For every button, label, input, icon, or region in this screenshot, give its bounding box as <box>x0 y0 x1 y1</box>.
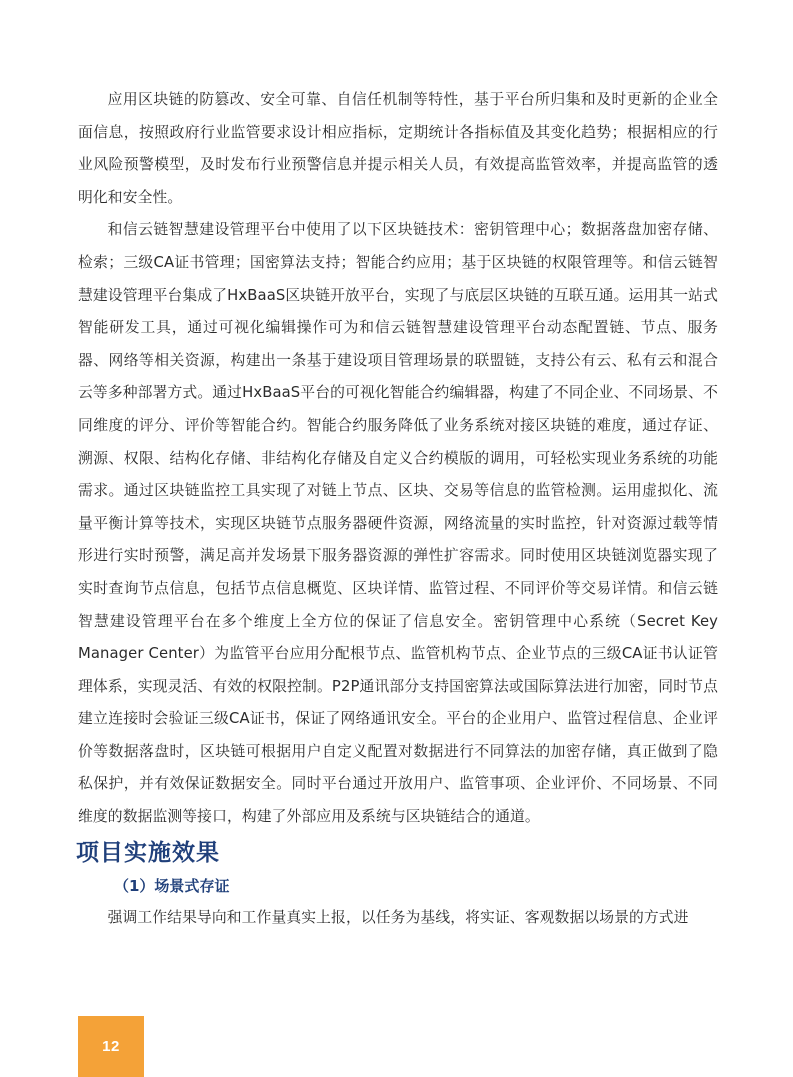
page-content <box>78 84 718 934</box>
body-paragraph: 和信云链智慧建设管理平台中使用了以下区块链技术：密钥管理中心；数据落盘加密存储、检索；三级CA证书管理；国密算法支持；智能合约应用；基于区块链的权限管理等。和信云链智慧建设管理平台集成了HxBaaS区块链开放平台，实现了与底层区块链的互联互通。运用其一站式智能研发工具，通过可视化编辑操作可为和信云链智慧建设管理平台动态配置链、节点、服务器、网络等相关资源，构建出一条基于建设项目管理场景的联盟链，支持公有云、私有云和混合云等多种部署方式。通过HxBaaS平台的可视化智能合约编辑器，构建了不同企业、不同场景、不同维度的评分、评价等智能合约。智能合约服务降低了业务系统对接区块链的难度，通过存证、溯源、权限、结构化存储、非结构化存储及自定义合约模版的调用，可轻松实现业务系统的功能需求。通过区块链监控工具实现了对链上节点、区块、交易等信息的监管检测。运用虚拟化、流量平衡计算等技术，实现区块链节点服务器硬件资源，网络流量的实时监控，针对资源过载等情形进行实时预警，满足高并发场景下服务器资源的弹性扩容需求。同时使用区块链浏览器实现了实时查询节点信息，包括节点信息概览、区块详情、监管过程、不同评价等交易详情。和信云链智慧建设管理平台在多个维度上全方位的保证了信息安全。密钥管理中心系统（Secret Key Manager Center）为监管平台应用分配根节点、监管机构节点、企业节点的三级CA证书认证管理体系，实现灵活、有效的权限控制。P2P通讯部分支持国密算法或国际算法进行加密，同时节点建立连接时会验证三级CA证书，保证了网络通讯安全。平台的企业用户、监管过程信息、企业评价等数据落盘时，区块链可根据用户自定义配置对数据进行不同算法的加密存储，真正做到了隐私保护，并有效保证数据安全。同时平台通过开放用户、监管事项、企业评价、不同场景、不同维度的数据监测等接口，构建了外部应用及系统与区块链结合的通道。 <box>78 221 718 826</box>
page-number: 12 <box>102 1038 120 1055</box>
page-number-tab <box>78 1016 144 1077</box>
body-paragraph: 应用区块链的防篡改、安全可靠、自信任机制等特性，基于平台所归集和及时更新的企业全面信息，按照政府行业监管要求设计相应指标，定期统计各指标值及其变化趋势；根据相应的行业风险预警模型，及时发布行业预警信息并提示相关人员，有效提高监管效率，并提高监管的透明化和安全性。 <box>78 91 718 206</box>
body-paragraph: 强调工作结果导向和工作量真实上报，以任务为基线，将实证、客观数据以场景的方式进 <box>107 908 689 926</box>
section-heading: 项目实施效果 <box>76 839 220 866</box>
subsection-heading: （1）场景式存证 <box>114 876 230 895</box>
